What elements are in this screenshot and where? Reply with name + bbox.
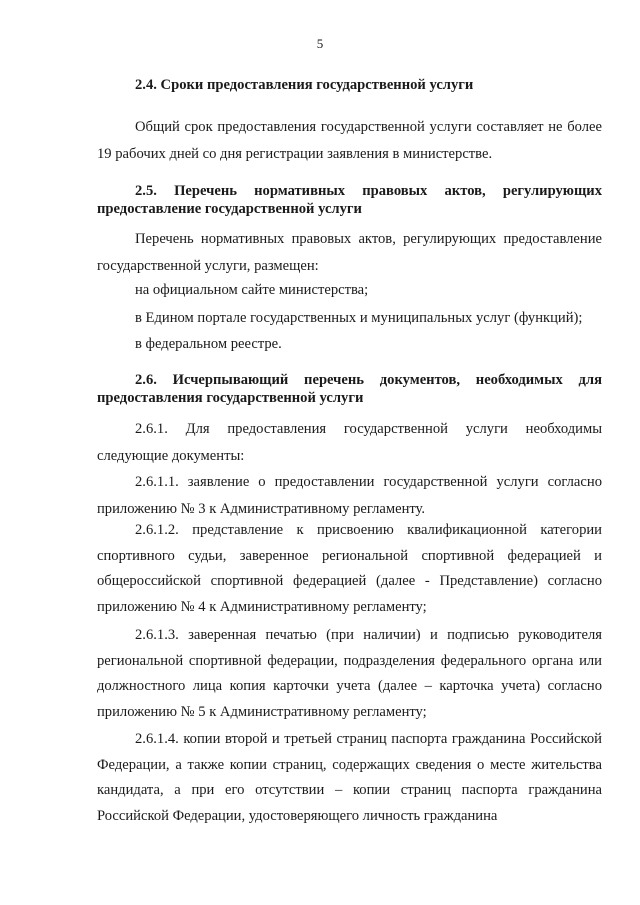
section-2-5-heading: 2.5. Перечень нормативных правовых актов, регулирующих предоставление государственной услуги xyxy=(97,183,602,217)
section-2-6-heading: 2.6. Исчерпывающий перечень документов, необходимых для предоставления государственной услуги xyxy=(97,372,602,406)
paragraph-2-6-1-1: 2.6.1.1. заявление о предоставлении государственной услуги согласно приложению № 3 к Административному регламенту. xyxy=(97,474,602,517)
list-item: на официальном сайте министерства; xyxy=(135,282,369,298)
list-item: в федеральном реестре. xyxy=(135,336,282,352)
paragraph-2-6-1-4: 2.6.1.4. копии второй и третьей страниц паспорта гражданина Российской Федерации, а также копии страниц, содержащих сведения о месте жительства кандидата, а при его отсутствии – копии страниц паспорта гражданина Российской Федерации, удостоверяющего личность гражданина xyxy=(97,731,602,824)
page-number: 5 xyxy=(316,36,324,51)
section-2-4-text: Общий срок предоставления государственной услуги составляет не более 19 рабочих дней со дня регистрации заявления в министерстве. xyxy=(97,119,602,162)
section-2-4-heading: 2.4. Сроки предоставления государственной услуги xyxy=(135,77,474,93)
paragraph-2-6-1: 2.6.1. Для предоставления государственной услуги необходимы следующие документы: xyxy=(97,421,602,464)
paragraph-2-6-1-2: 2.6.1.2. представление к присвоению квалификационной категории спортивного судьи, заверенное региональной спортивной федерацией и общероссийской спортивной федерацией (далее - Представление) согласно приложению № 4 к Административному регламенту; xyxy=(97,522,602,615)
section-2-5-intro: Перечень нормативных правовых актов, регулирующих предоставление государственной услуги, размещен: xyxy=(97,231,602,274)
list-item: в Едином портале государственных и муниципальных услуг (функций); xyxy=(135,310,583,326)
paragraph-2-6-1-3: 2.6.1.3. заверенная печатью (при наличии) и подписью руководителя региональной спортивной федерации, подразделения федерального органа или должностного лица копия карточки учета (далее – карточка учета) согласно приложению № 5 к Административному регламенту; xyxy=(97,627,602,720)
